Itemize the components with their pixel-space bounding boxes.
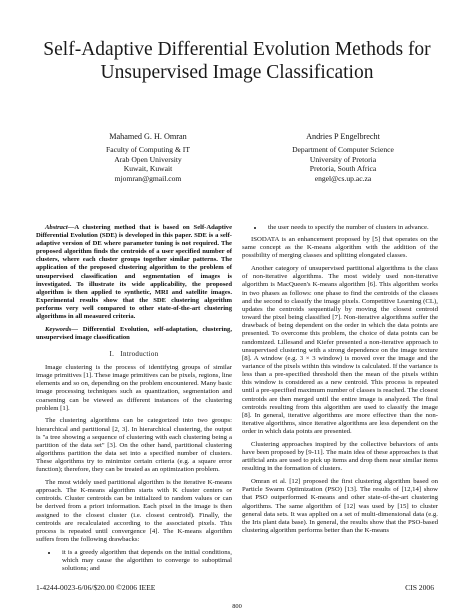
section-number: I. bbox=[109, 349, 115, 358]
bullet-item: • it is a greedy algorithm that depends on the initial conditions, which may cause the algorithm to converge to suboptimal solutions; and bbox=[58, 549, 232, 573]
page-number: 800 bbox=[232, 603, 242, 610]
bullet-list bbox=[36, 549, 232, 573]
bullet-list bbox=[242, 224, 438, 232]
keywords bbox=[36, 326, 232, 342]
section-title: Introduction bbox=[120, 349, 159, 358]
author-name: Andries P Engelbrecht bbox=[306, 132, 380, 141]
author-place: Kuwait, Kuwait bbox=[123, 164, 173, 174]
author-place: Pretoria, South Africa bbox=[309, 164, 377, 174]
left-column bbox=[36, 224, 232, 577]
keywords-text: — Differential Evolution, self-adaptation, clustering, unsupervised image classification bbox=[36, 325, 232, 341]
author-dept: Faculty of Computing & IT bbox=[106, 145, 190, 155]
author-org: University of Pretoria bbox=[309, 154, 377, 164]
footer-conference: CIS 2006 bbox=[405, 583, 434, 592]
paragraph: The clustering algorithms can be categorized into two groups: hierarchical and partitional [2, 3]. In hierarchical clustering, the output is "a tree showing a sequence of clustering with each clustering being a partition of the data set" [3]. On the other hand, partitional clustering algorithms partition the data set into a specified number of clusters. These algorithms try to minimize certain criteria (e.g. a square error function); therefore, they can be treated as an optimization problem. bbox=[36, 417, 232, 474]
bullet-item: • the user needs to specify the number of clusters in advance. bbox=[264, 224, 438, 232]
title-line-1: Self-Adaptive Differential Evolution Methods for bbox=[43, 39, 431, 60]
author-email: engel@cs.up.ac.za bbox=[314, 173, 372, 183]
author-dept: Department of Computer Science bbox=[292, 145, 394, 155]
title-line-2: Unsupervised Image Classification bbox=[100, 62, 374, 83]
paragraph: Another category of unsupervised partitional algorithms is the class of non-iterative algorithms. The most widely used non-iterative algorithm is MacQueen's K-means algorithm [6]. This algorithm works in two phases as follows: one phase to find the centroids of the classes and the second to classify the image pixels. Competitive Learning (CL), updates the centroids sequentially by moving the closest centroid toward the pixel being classified [7]. Non-iterative algorithms suffer the drawback of being dependent on the order in which the data points are presented. To overcome this problem, the choice of data points can be randomized. Lillesand and Kiefer presented a non-iterative approach to unsupervised clustering with a strong dependence on the image texture [8]. A window (e.g. 3 × 3 window) is moved over the image and the variance of the pixels within this window is calculated. If the variance is less than a pre-specified threshold then the mean of the pixels within this window is considered as a new centroid. This process is repeated until a pre-specified maximum number of classes is reached. The closest centroids are then merged until the entire image is analyzed. The final centroids resulting from this algorithm are used to classify the image [8]. In general, iterative algorithms are more effective than the non-iterative algorithms, since iterative algorithms are less dependent on the order in which data points are presented. bbox=[242, 265, 438, 436]
keywords-label: Keywords bbox=[45, 325, 72, 333]
paragraph: Clustering approaches inspired by the collective behaviors of ants have been proposed by [9-11]. The main idea of these approaches is that artificial ants are used to pick up items and drop them near similar items resulting in the formation of clusters. bbox=[242, 440, 438, 473]
author-block-2 bbox=[253, 132, 433, 183]
paragraph: Omran et al. [12] proposed the first clustering algorithm based on Particle Swarm Optimization (PSO) [13]. The results of [12,14] show that PSO outperformed K-means and other state-of-the-art clustering algorithms. The same algorithm of [12] was used by [15] to cluster general data sets. It was applied on a set of multi-dimensional data (e.g. the Iris plant data base). In general, the results show that the PSO-based clustering algorithm performs better than the K-means bbox=[242, 478, 438, 534]
author-org: Arab Open University bbox=[114, 154, 182, 164]
author-email: mjomran@gmail.com bbox=[114, 173, 182, 183]
paragraph: The most widely used partitional algorithm is the iterative K-means approach. The K-means algorithm starts with K cluster centers or centroids. Cluster centroids can be initialized to random values or can be derived from a priori information. Each pixel in the image is then assigned to the closest cluster (i.e. closest centroid). Finally, the centroids are recalculated according to the associated pixels. This process is repeated until convergence [4]. The K-means algorithm suffers from the following drawbacks: bbox=[36, 479, 232, 544]
right-column bbox=[242, 224, 438, 540]
author-name: Mahamed G. H. Omran bbox=[109, 132, 187, 141]
paragraph: Image clustering is the process of identifying groups of similar image primitives [1]. These image primitives can be pixels, regions, line elements and so on, depending on the problem encountered. Many basic image processing techniques such as quantization, segmentation and coarsening can be viewed as different instances of the clustering problem [1]. bbox=[36, 363, 232, 412]
abstract-label: Abstract bbox=[45, 224, 68, 231]
section-heading bbox=[36, 350, 232, 358]
footer-copyright: 1-4244-0023-6/06/$20.00 ©2006 IEEE bbox=[36, 583, 156, 592]
abstract-text: —A clustering method that is based on Self-Adaptive Differential Evolution (SDE) is developed in this paper. SDE is a self-adaptive version of DE where parameter tuning is not required. The proposed algorithm finds the centroids of a user specified number of clusters, where each cluster groups together similar patterns. The application of the proposed clustering algorithm to the problem of unsupervised classification and segmentation of images is investigated. To illustrate its wide applicability, the proposed algorithm is then applied to synthetic, MRI and satellite images. Experimental results show that the SDE clustering algorithm performs very well compared to other state-of-the-art clustering algorithms in all measured criteria. bbox=[36, 224, 232, 321]
author-block-1 bbox=[58, 132, 238, 183]
abstract bbox=[36, 224, 232, 321]
paragraph: ISODATA is an enhancement proposed by [5] that operates on the same concept as the K-means algorithm with the addition of the possibility of merging classes and splitting elongated classes. bbox=[242, 236, 438, 260]
paper-title bbox=[20, 38, 454, 84]
